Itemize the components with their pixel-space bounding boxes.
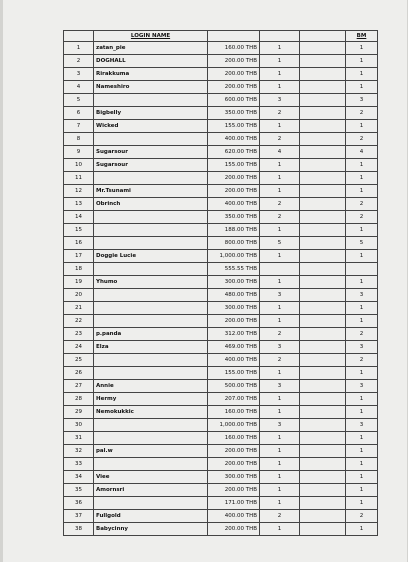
bm-count-cell: 1 [346, 367, 378, 380]
table-row [64, 380, 378, 393]
quantity-cell: 1 [260, 315, 300, 328]
table-row [64, 250, 378, 263]
login-name-cell: Annie [94, 380, 208, 393]
row-number-cell: 26 [64, 367, 94, 380]
bm-count-cell: 1 [346, 497, 378, 510]
row-number-cell: 32 [64, 445, 94, 458]
bm-count-cell: 3 [346, 289, 378, 302]
table-row [64, 315, 378, 328]
bm-count-cell: 1 [346, 523, 378, 536]
price-cell: 188.00 THB [208, 224, 260, 237]
login-name-cell: Obrinch [94, 198, 208, 211]
price-cell: 300.00 THB [208, 302, 260, 315]
date-cell [300, 380, 346, 393]
date-cell [300, 315, 346, 328]
login-name-cell [94, 302, 208, 315]
date-cell [300, 497, 346, 510]
row-number-cell: 38 [64, 523, 94, 536]
date-cell [300, 458, 346, 471]
table-row [64, 107, 378, 120]
date-cell [300, 354, 346, 367]
bm-count-cell: 2 [346, 354, 378, 367]
table-row [64, 94, 378, 107]
price-cell: 200.00 THB [208, 172, 260, 185]
row-number-cell: 19 [64, 276, 94, 289]
table-row [64, 263, 378, 276]
quantity-cell: 1 [260, 393, 300, 406]
login-name-cell [94, 354, 208, 367]
row-number-cell: 14 [64, 211, 94, 224]
row-number-cell: 15 [64, 224, 94, 237]
table-row [64, 185, 378, 198]
price-cell: 300.00 THB [208, 471, 260, 484]
price-cell: 200.00 THB [208, 484, 260, 497]
bm-count-cell: 1 [346, 393, 378, 406]
quantity-cell: 3 [260, 289, 300, 302]
login-name-cell: Hermy [94, 393, 208, 406]
date-cell [300, 367, 346, 380]
bm-count-cell: 1 [346, 120, 378, 133]
date-cell [300, 276, 346, 289]
row-number-cell: 31 [64, 432, 94, 445]
price-cell: 469.00 THB [208, 341, 260, 354]
quantity-cell: 1 [260, 55, 300, 68]
login-name-cell: Mr.Tsunami [94, 185, 208, 198]
bm-count-cell: 1 [346, 471, 378, 484]
bm-count-cell: 1 [346, 432, 378, 445]
quantity-cell: 2 [260, 107, 300, 120]
date-cell [300, 237, 346, 250]
login-name-cell: Fullgold [94, 510, 208, 523]
date-cell [300, 211, 346, 224]
row-number-cell: 21 [64, 302, 94, 315]
bm-count-cell: 1 [346, 42, 378, 55]
row-number-cell: 29 [64, 406, 94, 419]
quantity-cell: 1 [260, 250, 300, 263]
bm-count-cell: 2 [346, 133, 378, 146]
quantity-cell: 1 [260, 367, 300, 380]
quantity-cell: 1 [260, 458, 300, 471]
quantity-cell: 1 [260, 406, 300, 419]
table-row [64, 224, 378, 237]
login-name-cell [94, 237, 208, 250]
price-cell: 200.00 THB [208, 68, 260, 81]
login-name-cell: Yhumo [94, 276, 208, 289]
date-cell [300, 68, 346, 81]
bm-count-cell: 2 [346, 328, 378, 341]
price-cell: 207.00 THB [208, 393, 260, 406]
column-header-no [64, 31, 94, 42]
login-name-cell [94, 315, 208, 328]
quantity-cell: 2 [260, 328, 300, 341]
price-cell: 200.00 THB [208, 315, 260, 328]
document-page [3, 0, 407, 562]
date-cell [300, 471, 346, 484]
table-row [64, 55, 378, 68]
date-cell [300, 419, 346, 432]
date-cell [300, 250, 346, 263]
row-number-cell: 13 [64, 198, 94, 211]
price-cell: 300.00 THB [208, 276, 260, 289]
quantity-cell: 1 [260, 497, 300, 510]
table-row [64, 289, 378, 302]
quantity-cell: 1 [260, 81, 300, 94]
bm-count-cell: 3 [346, 94, 378, 107]
row-number-cell: 34 [64, 471, 94, 484]
price-cell: 200.00 THB [208, 458, 260, 471]
bm-count-cell: 1 [346, 172, 378, 185]
table-body [64, 42, 378, 536]
login-name-cell: Viee [94, 471, 208, 484]
bm-count-cell: 1 [346, 315, 378, 328]
row-number-cell: 18 [64, 263, 94, 276]
bm-count-cell: 2 [346, 510, 378, 523]
date-cell [300, 81, 346, 94]
bm-count-cell: 1 [346, 406, 378, 419]
row-number-cell: 24 [64, 341, 94, 354]
bm-count-cell: 3 [346, 380, 378, 393]
price-cell: 500.00 THB [208, 380, 260, 393]
login-name-cell [94, 224, 208, 237]
table-row [64, 471, 378, 484]
login-name-cell [94, 419, 208, 432]
date-cell [300, 224, 346, 237]
quantity-cell: 2 [260, 198, 300, 211]
quantity-cell: 1 [260, 42, 300, 55]
quantity-cell: 1 [260, 68, 300, 81]
quantity-cell: 4 [260, 146, 300, 159]
table-row [64, 237, 378, 250]
price-cell: 312.00 THB [208, 328, 260, 341]
quantity-cell: 2 [260, 354, 300, 367]
quantity-cell: 1 [260, 302, 300, 315]
date-cell [300, 185, 346, 198]
bm-count-cell: 2 [346, 107, 378, 120]
login-name-cell: Babycinny [94, 523, 208, 536]
column-header-login-name: LOGIN NAME [94, 31, 208, 42]
price-cell: 200.00 THB [208, 81, 260, 94]
price-cell: 200.00 THB [208, 185, 260, 198]
login-name-cell: Bigbelly [94, 107, 208, 120]
row-number-cell: 2 [64, 55, 94, 68]
price-cell: 400.00 THB [208, 198, 260, 211]
price-cell: 200.00 THB [208, 55, 260, 68]
table-row [64, 367, 378, 380]
date-cell [300, 393, 346, 406]
login-name-cell: Rirakkuma [94, 68, 208, 81]
row-number-cell: 22 [64, 315, 94, 328]
table-row [64, 159, 378, 172]
date-cell [300, 302, 346, 315]
price-cell: 400.00 THB [208, 133, 260, 146]
table-row [64, 302, 378, 315]
table-row [64, 276, 378, 289]
row-number-cell: 20 [64, 289, 94, 302]
price-cell: 155.00 THB [208, 159, 260, 172]
bm-count-cell: 2 [346, 198, 378, 211]
quantity-cell: 1 [260, 445, 300, 458]
bm-count-cell: 1 [346, 458, 378, 471]
date-cell [300, 198, 346, 211]
row-number-cell: 16 [64, 237, 94, 250]
date-cell [300, 341, 346, 354]
table-row [64, 42, 378, 55]
row-number-cell: 27 [64, 380, 94, 393]
price-cell: 400.00 THB [208, 354, 260, 367]
table-row [64, 198, 378, 211]
table-header-row [64, 31, 378, 42]
login-name-cell [94, 367, 208, 380]
bm-count-cell: 1 [346, 224, 378, 237]
bm-count-cell: 1 [346, 445, 378, 458]
row-number-cell: 25 [64, 354, 94, 367]
login-name-cell [94, 133, 208, 146]
table-row [64, 510, 378, 523]
quantity-cell: 1 [260, 185, 300, 198]
price-cell: 620.00 THB [208, 146, 260, 159]
quantity-cell: 1 [260, 523, 300, 536]
table-row [64, 406, 378, 419]
login-name-cell: DOGHALL [94, 55, 208, 68]
quantity-cell: 3 [260, 94, 300, 107]
bm-count-cell: 5 [346, 237, 378, 250]
login-name-cell: Amornsri [94, 484, 208, 497]
row-number-cell: 23 [64, 328, 94, 341]
table-row [64, 172, 378, 185]
table-row [64, 68, 378, 81]
bm-count-cell: 1 [346, 250, 378, 263]
date-cell [300, 484, 346, 497]
row-number-cell: 1 [64, 42, 94, 55]
login-name-cell: Nemokukkic [94, 406, 208, 419]
bm-count-cell: 1 [346, 185, 378, 198]
bm-count-cell: 1 [346, 81, 378, 94]
login-name-cell: zatan_pie [94, 42, 208, 55]
date-cell [300, 406, 346, 419]
login-name-cell [94, 211, 208, 224]
bm-count-cell: 4 [346, 146, 378, 159]
login-name-cell [94, 458, 208, 471]
quantity-cell: 2 [260, 211, 300, 224]
login-name-cell: Wicked [94, 120, 208, 133]
row-number-cell: 6 [64, 107, 94, 120]
quantity-cell: 1 [260, 159, 300, 172]
price-cell: 200.00 THB [208, 523, 260, 536]
price-cell: 1,000.00 THB [208, 419, 260, 432]
date-cell [300, 510, 346, 523]
login-name-cell: Sugarsour [94, 146, 208, 159]
row-number-cell: 36 [64, 497, 94, 510]
date-cell [300, 146, 346, 159]
row-number-cell: 12 [64, 185, 94, 198]
date-cell [300, 55, 346, 68]
price-cell: 160.00 THB [208, 42, 260, 55]
date-cell [300, 432, 346, 445]
login-name-cell [94, 289, 208, 302]
bm-count-cell: 3 [346, 341, 378, 354]
row-number-cell: 4 [64, 81, 94, 94]
quantity-cell: 1 [260, 120, 300, 133]
price-cell: 600.00 THB [208, 94, 260, 107]
price-cell: 160.00 THB [208, 406, 260, 419]
table-row [64, 497, 378, 510]
date-cell [300, 328, 346, 341]
price-cell: 350.00 THB [208, 211, 260, 224]
quantity-cell: 1 [260, 432, 300, 445]
price-cell: 160.00 THB [208, 432, 260, 445]
login-name-cell [94, 172, 208, 185]
quantity-cell: 2 [260, 133, 300, 146]
date-cell [300, 289, 346, 302]
date-cell [300, 42, 346, 55]
date-cell [300, 159, 346, 172]
row-number-cell: 10 [64, 159, 94, 172]
login-name-cell [94, 263, 208, 276]
quantity-cell: 1 [260, 471, 300, 484]
price-cell: 171.00 THB [208, 497, 260, 510]
row-number-cell: 3 [64, 68, 94, 81]
quantity-cell: 1 [260, 224, 300, 237]
row-number-cell: 11 [64, 172, 94, 185]
table-row [64, 146, 378, 159]
bm-count-cell: 1 [346, 55, 378, 68]
quantity-cell [260, 263, 300, 276]
price-cell: 155.00 THB [208, 367, 260, 380]
date-cell [300, 133, 346, 146]
column-header-quantity [260, 31, 300, 42]
quantity-cell: 1 [260, 276, 300, 289]
table-row [64, 432, 378, 445]
quantity-cell: 1 [260, 484, 300, 497]
price-cell: 400.00 THB [208, 510, 260, 523]
table-row [64, 458, 378, 471]
table-row [64, 445, 378, 458]
price-cell: 555.55 THB [208, 263, 260, 276]
login-name-cell: pal.w [94, 445, 208, 458]
table-row [64, 354, 378, 367]
bm-count-cell: 1 [346, 68, 378, 81]
table-row [64, 484, 378, 497]
date-cell [300, 172, 346, 185]
login-name-cell [94, 497, 208, 510]
table-row [64, 211, 378, 224]
date-cell [300, 523, 346, 536]
table-row [64, 523, 378, 536]
column-header-price [208, 31, 260, 42]
row-number-cell: 33 [64, 458, 94, 471]
row-number-cell: 28 [64, 393, 94, 406]
login-name-cell: Doggie Lucie [94, 250, 208, 263]
table-row [64, 328, 378, 341]
login-name-cell: Sugarsour [94, 159, 208, 172]
row-number-cell: 17 [64, 250, 94, 263]
price-cell: 800.00 THB [208, 237, 260, 250]
bm-count-cell: 3 [346, 419, 378, 432]
login-name-cell: p.panda [94, 328, 208, 341]
quantity-cell: 3 [260, 419, 300, 432]
bm-count-cell: 2 [346, 211, 378, 224]
orders-table [63, 30, 378, 536]
login-name-cell: Nameshiro [94, 81, 208, 94]
login-name-cell: Elza [94, 341, 208, 354]
price-cell: 350.00 THB [208, 107, 260, 120]
quantity-cell: 1 [260, 172, 300, 185]
table-row [64, 120, 378, 133]
row-number-cell: 8 [64, 133, 94, 146]
row-number-cell: 30 [64, 419, 94, 432]
column-header-bm: BM [346, 31, 378, 42]
row-number-cell: 7 [64, 120, 94, 133]
date-cell [300, 107, 346, 120]
bm-count-cell: 1 [346, 302, 378, 315]
price-cell: 200.00 THB [208, 445, 260, 458]
row-number-cell: 37 [64, 510, 94, 523]
quantity-cell: 3 [260, 380, 300, 393]
table-row [64, 81, 378, 94]
quantity-cell: 5 [260, 237, 300, 250]
bm-count-cell: 1 [346, 276, 378, 289]
login-name-cell [94, 432, 208, 445]
bm-count-cell [346, 263, 378, 276]
column-header-date [300, 31, 346, 42]
login-name-cell [94, 94, 208, 107]
table-row [64, 341, 378, 354]
date-cell [300, 445, 346, 458]
row-number-cell: 5 [64, 94, 94, 107]
price-cell: 1,000.00 THB [208, 250, 260, 263]
bm-count-cell: 1 [346, 484, 378, 497]
date-cell [300, 263, 346, 276]
price-cell: 480.00 THB [208, 289, 260, 302]
row-number-cell: 35 [64, 484, 94, 497]
table-row [64, 419, 378, 432]
quantity-cell: 3 [260, 341, 300, 354]
bm-count-cell: 1 [346, 159, 378, 172]
quantity-cell: 2 [260, 510, 300, 523]
date-cell [300, 120, 346, 133]
table-row [64, 393, 378, 406]
price-cell: 155.00 THB [208, 120, 260, 133]
row-number-cell: 9 [64, 146, 94, 159]
date-cell [300, 94, 346, 107]
table-row [64, 133, 378, 146]
